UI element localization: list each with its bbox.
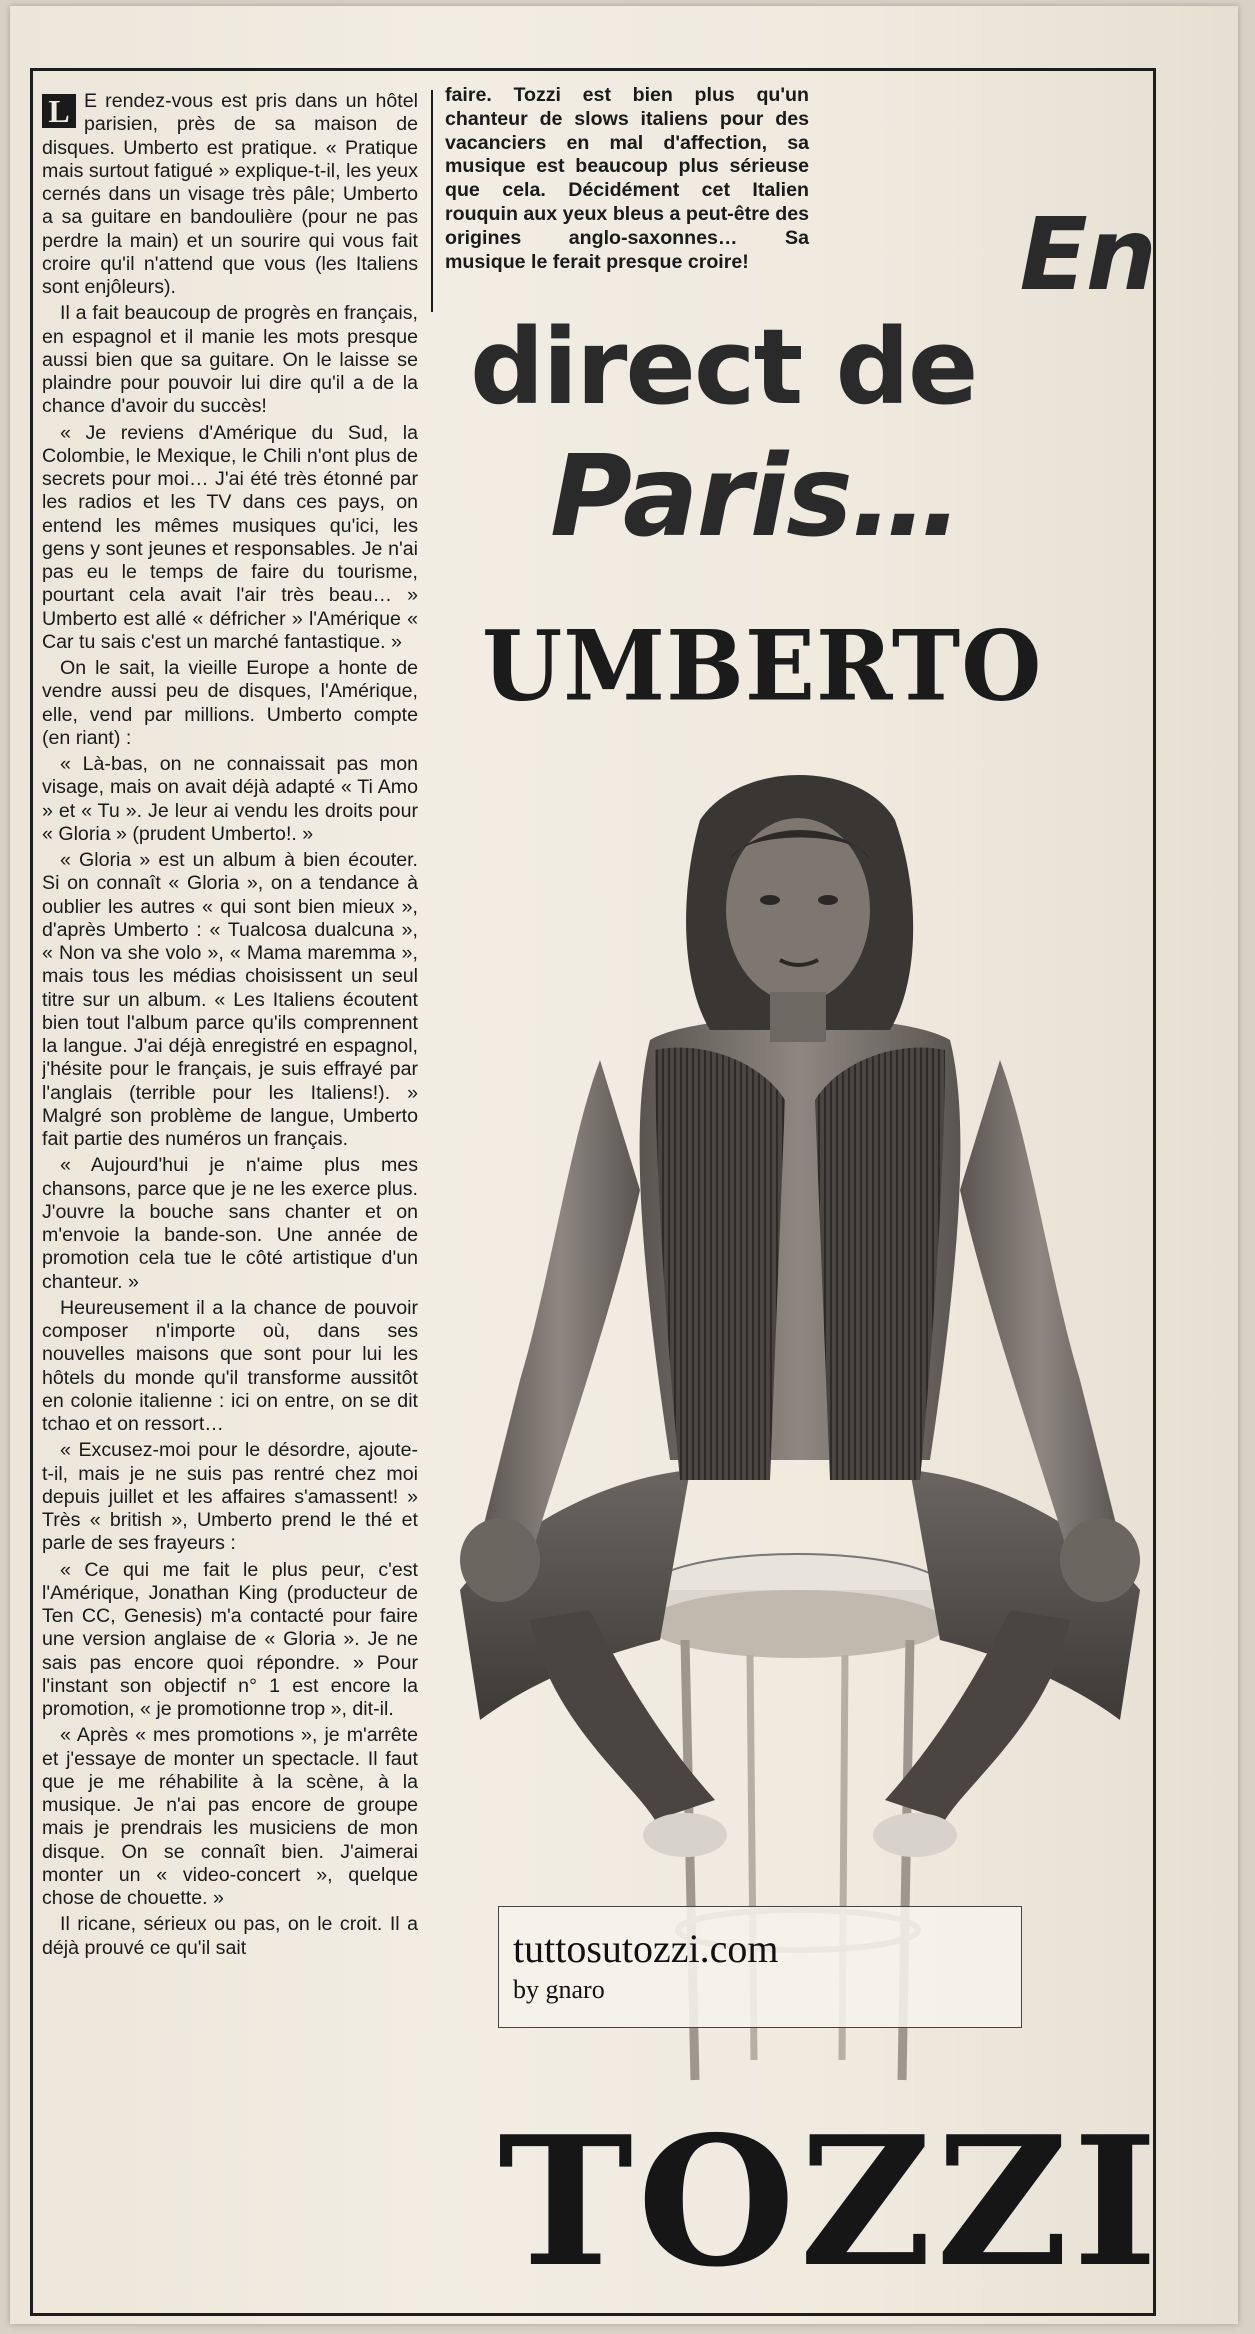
watermark-credit: by gnaro: [513, 1975, 605, 2004]
article-paragraph: Il ricane, sérieux ou pas, on le croit. Il a déjà prouvé ce qu'il sait: [42, 1913, 418, 1959]
article-body-left-column: [42, 90, 418, 2308]
article-paragraph: « Je reviens d'Amérique du Sud, la Colombie, le Mexique, le Chili n'ont plus de secrets pour moi… J'ai été très étonné par les radios et les TV dans ces pays, on entend les mêmes musiques qu'ici, les gens y sont jeunes et responsables. Je n'ai pas eu le temps de faire du tourisme, pourtant cela avait l'air très beau… » Umberto est allé « défricher » l'Amérique « Car tu sais c'est un marché fantastique. »: [42, 421, 418, 653]
article-paragraph-continued: faire. Tozzi est bien plus qu'un chanteur de slows italiens pour des vacanciers en mal d'affection, sa musique est beaucoup plus sérieuse que cela. Décidément cet Italien rouquin aux yeux bleus a peut-être des origines anglo-saxonnes… Sa musique le ferait presque croire!: [445, 84, 809, 273]
article-paragraph: « Excusez-moi pour le désordre, ajoute-t-il, mais je ne suis pas rentré chez moi depuis juillet et les affaires s'amassent! » Très « british », Umberto prend le thé et parle de ses frayeurs :: [42, 1439, 418, 1555]
article-paragraph: Heureusement il a la chance de pouvoir composer n'importe où, dans ses nouvelles maisons que sont pour lui les hôtels du monde qu'il transforme aussitôt en colonie italienne : ici on entre, on se dit tchao et on ressort…: [42, 1296, 418, 1435]
legs: [460, 1470, 1140, 1857]
article-paragraph: « Là-bas, on ne connaissait pas mon visage, mais on avait déjà adapté « Ti Amo » et « Tu ». Je leur ai vendu les droits pour « Gloria » (prudent Umberto!. »: [42, 753, 418, 845]
headline: [450, 196, 1170, 723]
article-paragraph: Il a fait beaucoup de progrès en français, en espagnol et il manie les mots presque aussi bien que sa guitare. On le laisse se plaindre pour pouvoir lui dire qu'il a de la chance d'avoir du succès!: [42, 302, 418, 418]
watermark: [498, 1906, 1022, 2028]
artist-last-name: TOZZI: [498, 2097, 1162, 2306]
article-paragraph: « Gloria » est un album à bien écouter. Si on connaît « Gloria », on a tendance à oublier les autres « qui sont bien mieux », d'après Umberto : « Tualcosa dualcuna », « Non va she volo », « Mama maremma », mais tous les médias choisissent un seul titre sur un album. « Les Italiens écoutent bien tout l'album parce qu'ils comprennent la langue. J'ai déjà enregistré en espagnol, j'hésite pour le français, je suis effrayé par l'anglais (terrible pour les Italiens!). » Malgré son problème de langue, Umberto fait partie des numéros un français.: [42, 849, 418, 1150]
article-paragraph: L E rendez-vous est pris dans un hôtel parisien, près de sa maison de disques. Umberto est pratique. « Pratique mais surtout fatigué » explique-t-il, les yeux cernés dans un visage très pâle; Umberto a sa guitare en bandoulière (pour ne pas perdre la main) et un sourire qui vous fait croire qu'il n'attend que vous (les Italiens sont enjôleurs).: [42, 90, 418, 298]
headline-line-2: direct de: [470, 306, 977, 428]
article-paragraph: On le sait, la vieille Europe a honte de vendre aussi peu de disques, l'Amérique, elle, vend par millions. Umberto compte (en riant) :: [42, 657, 418, 749]
watermark-site: tuttosutozzi.com: [513, 1926, 779, 1971]
article-paragraph: « Aujourd'hui je n'aime plus mes chansons, parce que je ne les exerce plus. J'ouvre la bouche sans chanter et on m'envoie la bande-son. Une année de promotion cela tue le côté artistique d'un chanteur. »: [42, 1154, 418, 1293]
article-paragraph: « Après « mes promotions », je m'arrête et j'essaye de monter un spectacle. Il faut que je me réhabilite à la scène, à la musique. Je n'ai pas encore de groupe mais je prendrais les musiciens de mon disque. On se connaît bien. J'aimerai monter un « video-concert », quelque chose de chouette. »: [42, 1724, 418, 1909]
headline-line-1: En: [1019, 196, 1155, 313]
drop-cap: L: [42, 94, 76, 128]
headline-line-3: Paris…: [550, 432, 961, 562]
column-rule: [431, 90, 433, 312]
article-paragraph: « Ce qui me fait le plus peur, c'est l'Amérique, Jonathan King (producteur de Ten CC, Genesis) m'a contacté pour faire une version anglaise de « Gloria ». Je ne sais pas encore quoi répondre. » Pour l'instant son objectif n° 1 est encore la promotion, « je promotionne trop », dit-il.: [42, 1558, 418, 1720]
artist-first-name: UMBERTO: [482, 609, 1043, 723]
head: [686, 775, 913, 1042]
